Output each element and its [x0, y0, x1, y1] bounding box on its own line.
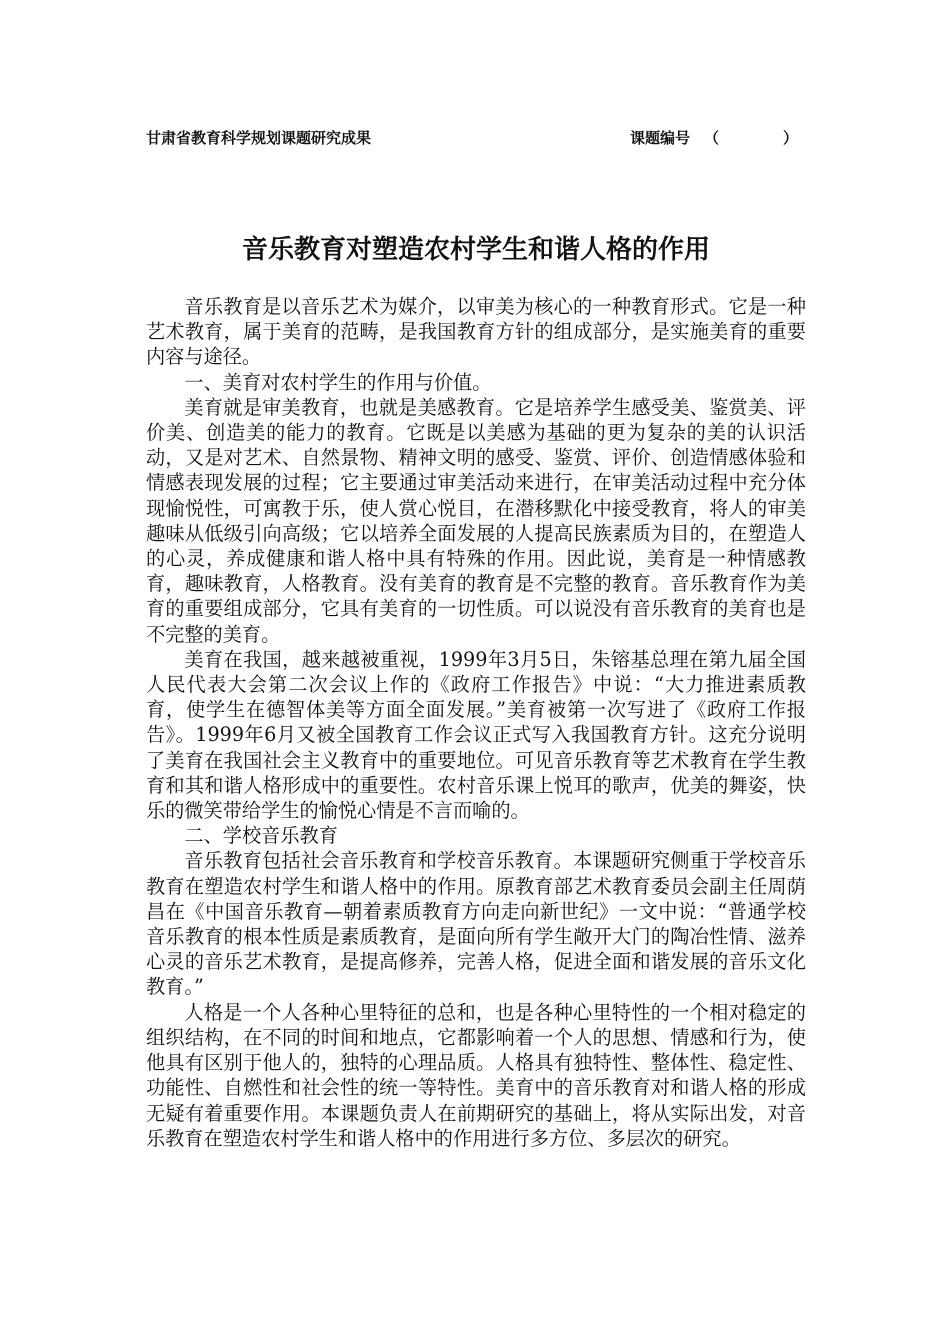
paragraph-personality: 人格是一个人各种心里特征的总和，也是各种心里特性的一个相对稳定的组织结构，在不同的时间和地点，它都影响着一个人的思想、情感和行为，使他具有区别于他人的，独特的心理品质。人格具有独特性、整体性、稳定性、功能性、自燃性和社会性的统一等特性。美育中的音乐教育对和谐人格的形成无疑有着重要作用。本课题负责人在前期研究的基础上，将从实际出发，对音乐教育在塑造农村学生和谐人格中的作用进行多方位、多层次的研究。	[146, 1000, 806, 1150]
document-body	[146, 294, 806, 1151]
paragraph-policy: 美育在我国，越来越被重视，1999年3月5日，朱镕基总理在第九届全国人民代表大会第二次会议上作的《政府工作报告》中说：“大力推进素质教育，使学生在德智体美等方面全面发展。”美育被第一次写进了《政府工作报告》。1999年6月又被全国教育工作会议正式写入我国教育方针。这充分说明了美育在我国社会主义教育中的重要地位。可见音乐教育等艺术教育在学生教育和其和谐人格形成中的重要性。农村音乐课上悦耳的歌声，优美的舞姿，快乐的微笑带给学生的愉悦心情是不言而喻的。	[146, 647, 806, 823]
project-number-paren-open: （	[704, 129, 720, 147]
section-heading-1: 一、美育对农村学生的作用与价值。	[184, 370, 492, 394]
project-number-label: 课题编号	[630, 129, 691, 147]
project-number-paren-close: ）	[783, 129, 799, 147]
document-header	[146, 126, 806, 150]
document-title: 音乐教育对塑造农村学生和谐人格的作用	[241, 235, 710, 265]
header-institution: 甘肃省教育科学规划课题研究成果	[146, 129, 372, 147]
paragraph-school-music: 音乐教育包括社会音乐教育和学校音乐教育。本课题研究侧重于学校音乐教育在塑造农村学生和谐人格中的作用。原教育部艺术教育委员会副主任周荫昌在《中国音乐教育—朝着素质教育方向走向新世纪》一文中说：“普通学校音乐教育的根本性质是素质教育，是面向所有学生敞开大门的陶冶性情、滋养心灵的音乐艺术教育，是提高修养，完善人格，促进全面和谐发展的音乐文化教育。”	[146, 849, 806, 999]
header-project-number	[630, 126, 798, 150]
section-heading-2: 二、学校音乐教育	[184, 824, 338, 848]
paragraph-aesthetic-education: 美育就是审美教育，也就是美感教育。它是培养学生感受美、鉴赏美、评价美、创造美的能力的教育。它既是以美感为基础的更为复杂的美的认识活动，又是对艺术、自然景物、精神文明的感受、鉴赏、评价、创造情感体验和情感表现发展的过程；它主要通过审美活动来进行，在审美活动过程中充分体现愉悦性，可寓教于乐，使人赏心悦目，在潜移默化中接受教育，将人的审美趣味从低级引向高级；它以培养全面发展的人提高民族素质为目的，在塑造人的心灵，养成健康和谐人格中具有特殊的作用。因此说，美育是一种情感教育，趣味教育，人格教育。没有美育的教育是不完整的教育。音乐教育作为美育的重要组成部分，它具有美育的一切性质。可以说没有音乐教育的美育也是不完整的美育。	[146, 395, 806, 646]
paragraph-intro: 音乐教育是以音乐艺术为媒介，以审美为核心的一种教育形式。它是一种艺术教育，属于美育的范畴，是我国教育方针的组成部分，是实施美育的重要内容与途径。	[146, 295, 806, 369]
